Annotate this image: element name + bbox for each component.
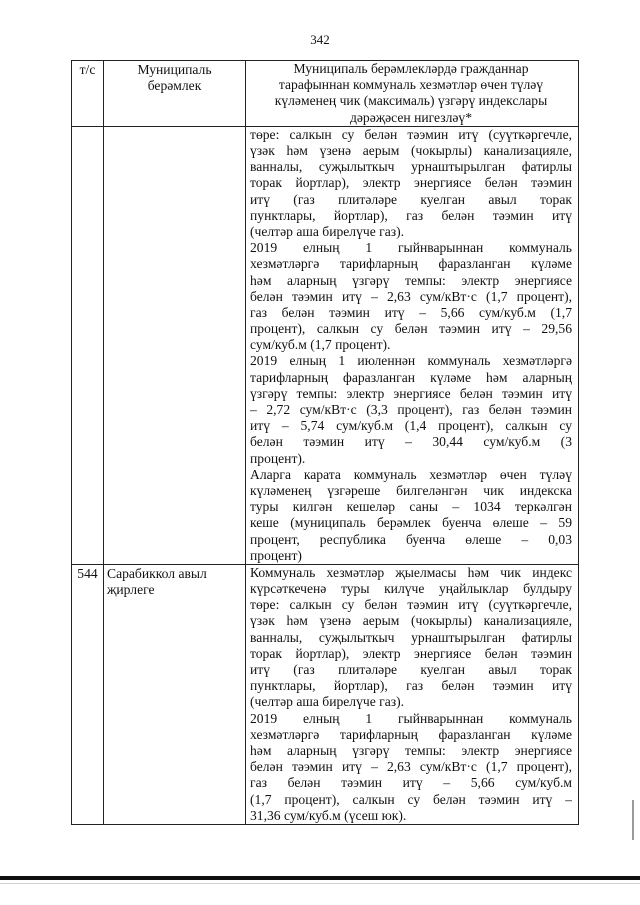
description-line: торак йортлар), электр энергиясе белән тәэмин	[250, 645, 572, 661]
description-line: процент).	[250, 450, 306, 466]
description-line: сум/куб.м (1,7 процент).	[250, 337, 391, 353]
description-line: белән тәэмин итү – 2,63 сум/кВт·с (1,7 процент),	[250, 759, 572, 775]
description-line: тарифларның фаразланган күләме һәм аларның	[250, 369, 572, 385]
description-line: хезмәтләргә тарифларның фаразланган күләме	[250, 726, 572, 742]
header-description-line: тарафыннан коммуналь хезмәтләр өчен түләү	[278, 77, 544, 93]
description-line: белән тәэмин итү – 2,63 сум/кВт·с (1,7 процент),	[250, 288, 572, 304]
description-line: пунктлары, йортлар), газ белән тәэмин итү	[250, 678, 572, 694]
description-line: газ белән тәэмин итү – 5,66 сум/куб.м	[250, 775, 572, 791]
header-municipality	[104, 61, 246, 127]
row-number: 544	[72, 564, 104, 824]
description-line: һәм аларның үзгәрү темпы: электр энергиясе	[250, 742, 572, 758]
description-line: Аларга карата коммуналь хезмәтләр өчен түләү	[250, 466, 572, 482]
description-line: 31,36 сум/куб.м (үсеш юк).	[250, 807, 407, 823]
description-paragraph	[250, 240, 572, 353]
scan-margin-mark	[632, 800, 634, 840]
description-line: газ белән тәэмин итү – 5,66 сум/куб.м (1,7	[250, 304, 572, 320]
description-line: (челтәр аша бирелүче газ).	[250, 223, 405, 239]
description-line: ванналы, суҗылыткыч урнаштырылган фатирлы	[250, 159, 572, 175]
description-paragraph	[250, 711, 572, 824]
table-row	[72, 126, 579, 564]
description-line: һәм аларның үзгәрү темпы: электр энергиясе	[250, 272, 572, 288]
description-paragraph	[250, 353, 572, 466]
description-line: (челтәр аша бирелүче газ).	[250, 694, 405, 710]
description-line: итү (газ плитәләре куелган авыл торак	[250, 191, 572, 207]
description-line: туры килгән кешеләр саны – 1034 теркәлгән	[250, 499, 572, 515]
description-line: күрсәткеченә туры килүче уңайлыклар булдыру	[250, 581, 572, 597]
header-description-line: дәрәҗәсен нигезләү*	[349, 109, 473, 125]
description-line: процент)	[250, 547, 302, 563]
row-municipality	[104, 564, 246, 824]
description-line: үзәк һәм үзенә аерым (чокырлы) канализацияле,	[250, 613, 572, 629]
description-line: 2019 елның 1 гыйнварыннан коммуналь	[250, 240, 572, 256]
description-line: процент, республика буенча өлеше – 0,03	[250, 531, 572, 547]
description-line: 2019 елның 1 июленнән коммуналь хезмәтләргә	[250, 353, 572, 369]
description-line: белән тәэмин итү – 30,44 сум/куб.м (3	[250, 434, 572, 450]
header-description-line: Муниципаль берәмлекләрдә гражданнар	[293, 61, 529, 76]
description-line: итү (газ плитәләре куелган авыл торак	[250, 662, 572, 677]
tariff-index-table	[71, 60, 579, 825]
header-description-line: күләменең чик (максималь) үзгәрү индекслары	[274, 93, 548, 109]
header-municipality-line: Муниципаль	[137, 62, 212, 77]
municipality-line: Сарабиккол авыл	[107, 565, 207, 581]
description-line: Коммуналь хезмәтләр җыелмасы һәм чик индекс	[250, 564, 572, 580]
header-number: т/с	[72, 61, 104, 127]
description-line: итү – 5,74 сум/куб.м (1,4 процент), салкын су	[250, 418, 572, 434]
description-line: кеше (муниципаль берәмлек буенча өлеше – 59	[250, 515, 572, 531]
row-number	[72, 126, 104, 564]
footer-rule-light	[0, 883, 640, 884]
description-line: хезмәтләргә тарифларның фаразланган күләме	[250, 256, 572, 272]
description-line: ванналы, суҗылыткыч урнаштырылган фатирлы	[250, 629, 572, 645]
description-line: процент), салкын су белән тәэмин итү – 29,56	[250, 321, 572, 337]
header-municipality-line: берәмлек	[147, 78, 202, 94]
description-line: үзгәрү темпы: электр энергиясе белән тәэмин итү	[250, 385, 572, 401]
description-line: торак йортлар), электр энергиясе белән тәэмин	[250, 175, 572, 191]
description-line: – 2,72 сум/кВт·с (3,3 процент), газ белән тәэмин	[250, 402, 572, 417]
row-municipality	[104, 126, 246, 564]
footer-rule	[0, 876, 640, 880]
description-paragraph	[250, 127, 572, 240]
table-header-row	[72, 61, 579, 127]
table-row	[72, 564, 579, 824]
row-description	[246, 564, 579, 824]
description-paragraph	[250, 467, 572, 564]
description-line: төре: салкын су белән тәэмин итү (суүткәргечле,	[250, 597, 572, 613]
municipality-line: җирлеге	[107, 582, 155, 598]
header-description	[246, 61, 579, 127]
description-line: төре: салкын су белән тәэмин итү (суүткәргечле,	[250, 126, 572, 142]
description-paragraph	[250, 565, 572, 711]
description-line: күләменең үзгәреше билгеләнгән чик индекска	[250, 482, 572, 498]
page-number: 342	[310, 32, 330, 47]
description-line: 2019 елның 1 гыйнварыннан коммуналь	[250, 710, 572, 726]
description-line: пунктлары, йортлар), газ белән тәэмин итү	[250, 207, 572, 223]
row-description	[246, 126, 579, 564]
description-line: үзәк һәм үзенә аерым (чокырлы) канализацияле,	[250, 143, 572, 158]
description-line: (1,7 процент), салкын су белән тәэмин итү –	[250, 791, 572, 807]
